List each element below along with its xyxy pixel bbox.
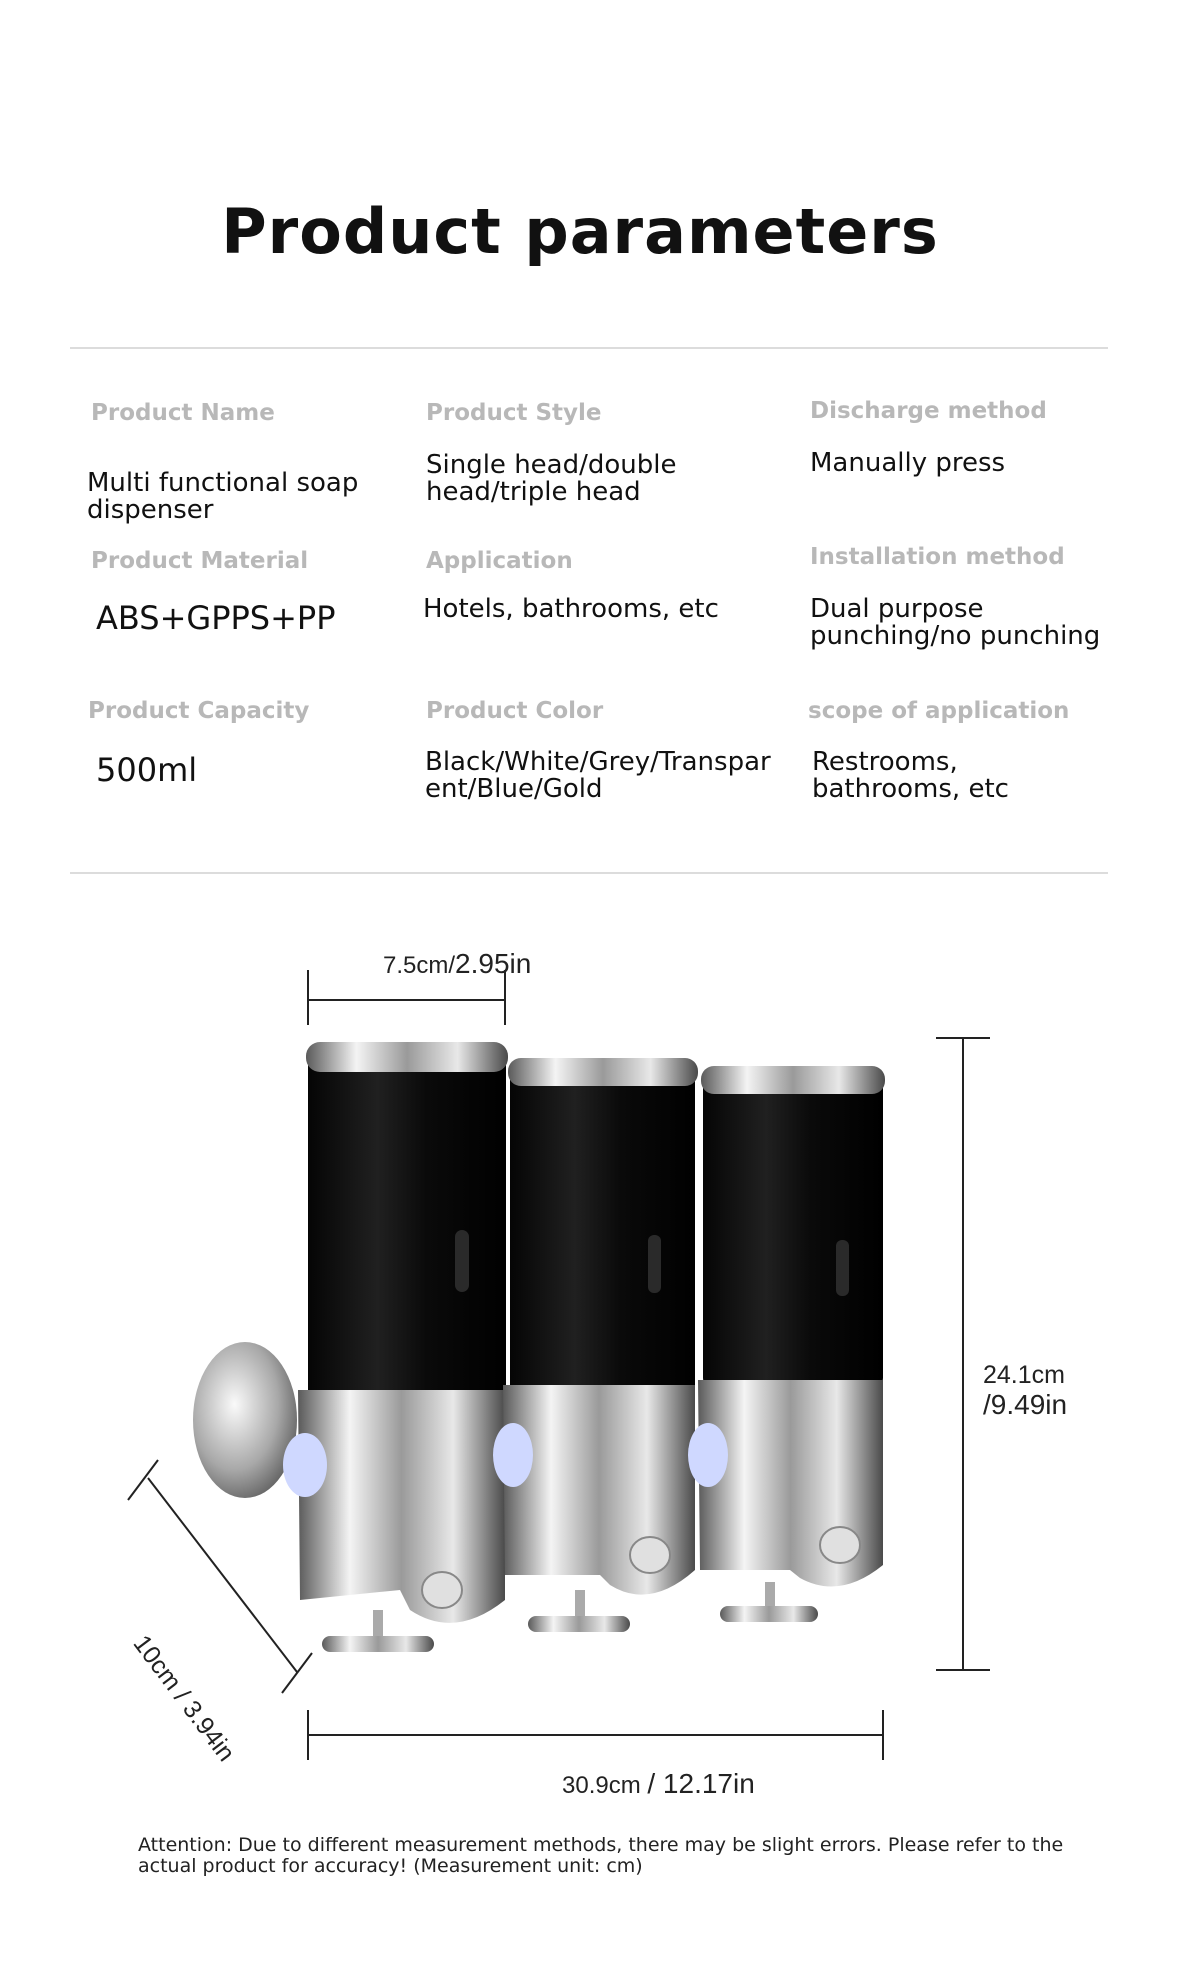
param-label-scope-of-application: scope of application [808,698,1070,724]
param-label-installation-method: Installation method [810,544,1065,570]
dim-height-label [983,1360,1067,1420]
dimension-height [936,1038,990,1670]
param-label-product-color: Product Color [426,698,604,724]
param-label-product-name: Product Name [91,400,275,426]
page-title: Product parameters [221,195,939,268]
param-value-discharge-method: Manually press [810,448,1006,478]
dim-total-width-cm: 30.9cm [562,1772,641,1799]
wall-mount-icon [193,1342,297,1498]
dispenser-2 [493,1058,698,1632]
param-label-discharge-method: Discharge method [810,398,1047,424]
dim-depth-label: 10cm / 3.94in [127,1630,241,1767]
measurement-note: Attention: Due to different measurement methods, there may be slight errors. Please refer to the actual product for accuracy! (Measurement unit: cm) [138,1834,1064,1877]
param-value-installation-method: Dual purpose punching/no punching [810,594,1101,651]
dim-total-width-in: / 12.17in [647,1768,755,1799]
dim-height-cm: 24.1cm [983,1361,1065,1389]
dim-single-width-cm: 7.5cm/ [383,952,456,979]
param-value-product-name: Multi functional soap dispenser [87,468,359,525]
param-value-product-color: Black/White/Grey/Transparent/Blue/Gold [425,747,771,804]
param-value-product-style: Single head/double head/triple head [426,450,677,507]
dim-single-width-label [383,948,531,980]
param-value-product-capacity: 500ml [96,751,198,789]
dispenser-3 [688,1066,885,1622]
param-label-product-capacity: Product Capacity [88,698,310,724]
dim-single-width-in: 2.95in [455,948,532,979]
param-value-application: Hotels, bathrooms, etc [423,594,719,624]
param-label-product-style: Product Style [426,400,602,426]
dispenser-1 [283,1042,508,1652]
param-label-product-material: Product Material [91,548,309,574]
param-label-application: Application [426,548,573,574]
dimension-total-width [308,1710,883,1760]
param-value-scope-of-application: Restrooms, bathrooms, etc [812,747,1009,804]
dim-total-width-label [562,1768,755,1800]
param-value-product-material: ABS+GPPS+PP [96,599,336,637]
dim-height-in: /9.49in [983,1389,1068,1420]
